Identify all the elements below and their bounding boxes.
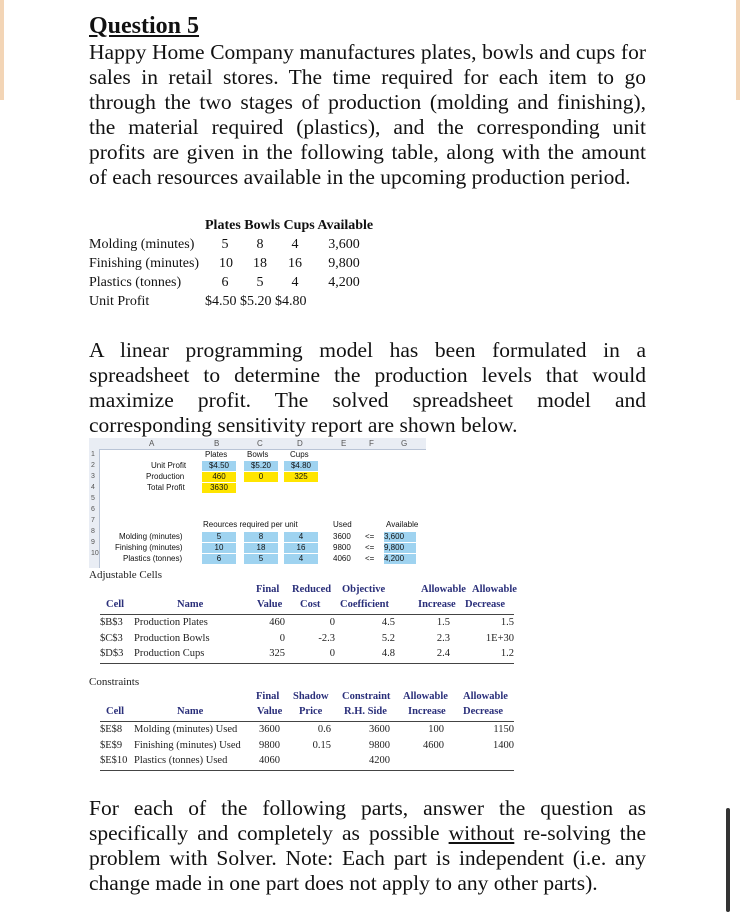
column-header: A B C D E F G (89, 438, 426, 450)
intro-paragraph: Happy Home Company manufactures plates, bowls and cups for sales in retail stores. The time required for each item to go through the two stages of production (molding and finishing), the material required (plastics), and the corresponding unit profits are given in the following table, along with the amount of each resources available in the upcoming production period. (89, 40, 646, 189)
scrollbar[interactable] (726, 808, 730, 912)
left-edge-decoration (0, 0, 4, 100)
table-header: Plates Bowls Cups Available (205, 218, 374, 233)
spreadsheet-model: A B C D E F G 1 2 3 4 5 6 7 8 9 10 Plates Bowls Cups Unit Profit $4.50 $5.20 $4.80 Production 460 0 325 Total Profit 3630 Reources required per unit Used Available Molding (minutes) 5 8 4 3600 <= 3,600 Finishing (minutes) 10 18 16 9800 <= 9,800 Plastics (tonnes) 6 5 4 4060 <= 4,200 (89, 438, 426, 568)
adjustable-cells-label: Adjustable Cells (89, 569, 163, 581)
right-edge-decoration (736, 0, 740, 100)
row-header: 1 2 3 4 5 6 7 8 9 10 (89, 449, 100, 568)
constraints-label: Constraints (89, 676, 140, 688)
question-title: Question 5 (89, 13, 200, 39)
model-paragraph: A linear programming model has been formulated in a spreadsheet to determine the production levels that would maximize profit. The solved spreadsheet model and corresponding sensitivity report are shown below. (89, 338, 646, 437)
instructions-paragraph: For each of the following parts, answer the question as specifically and completely as possible without re-solving the problem with Solver. Note: Each part is independent (i.e. any change made in one part does not apply to any other parts). (89, 796, 646, 895)
